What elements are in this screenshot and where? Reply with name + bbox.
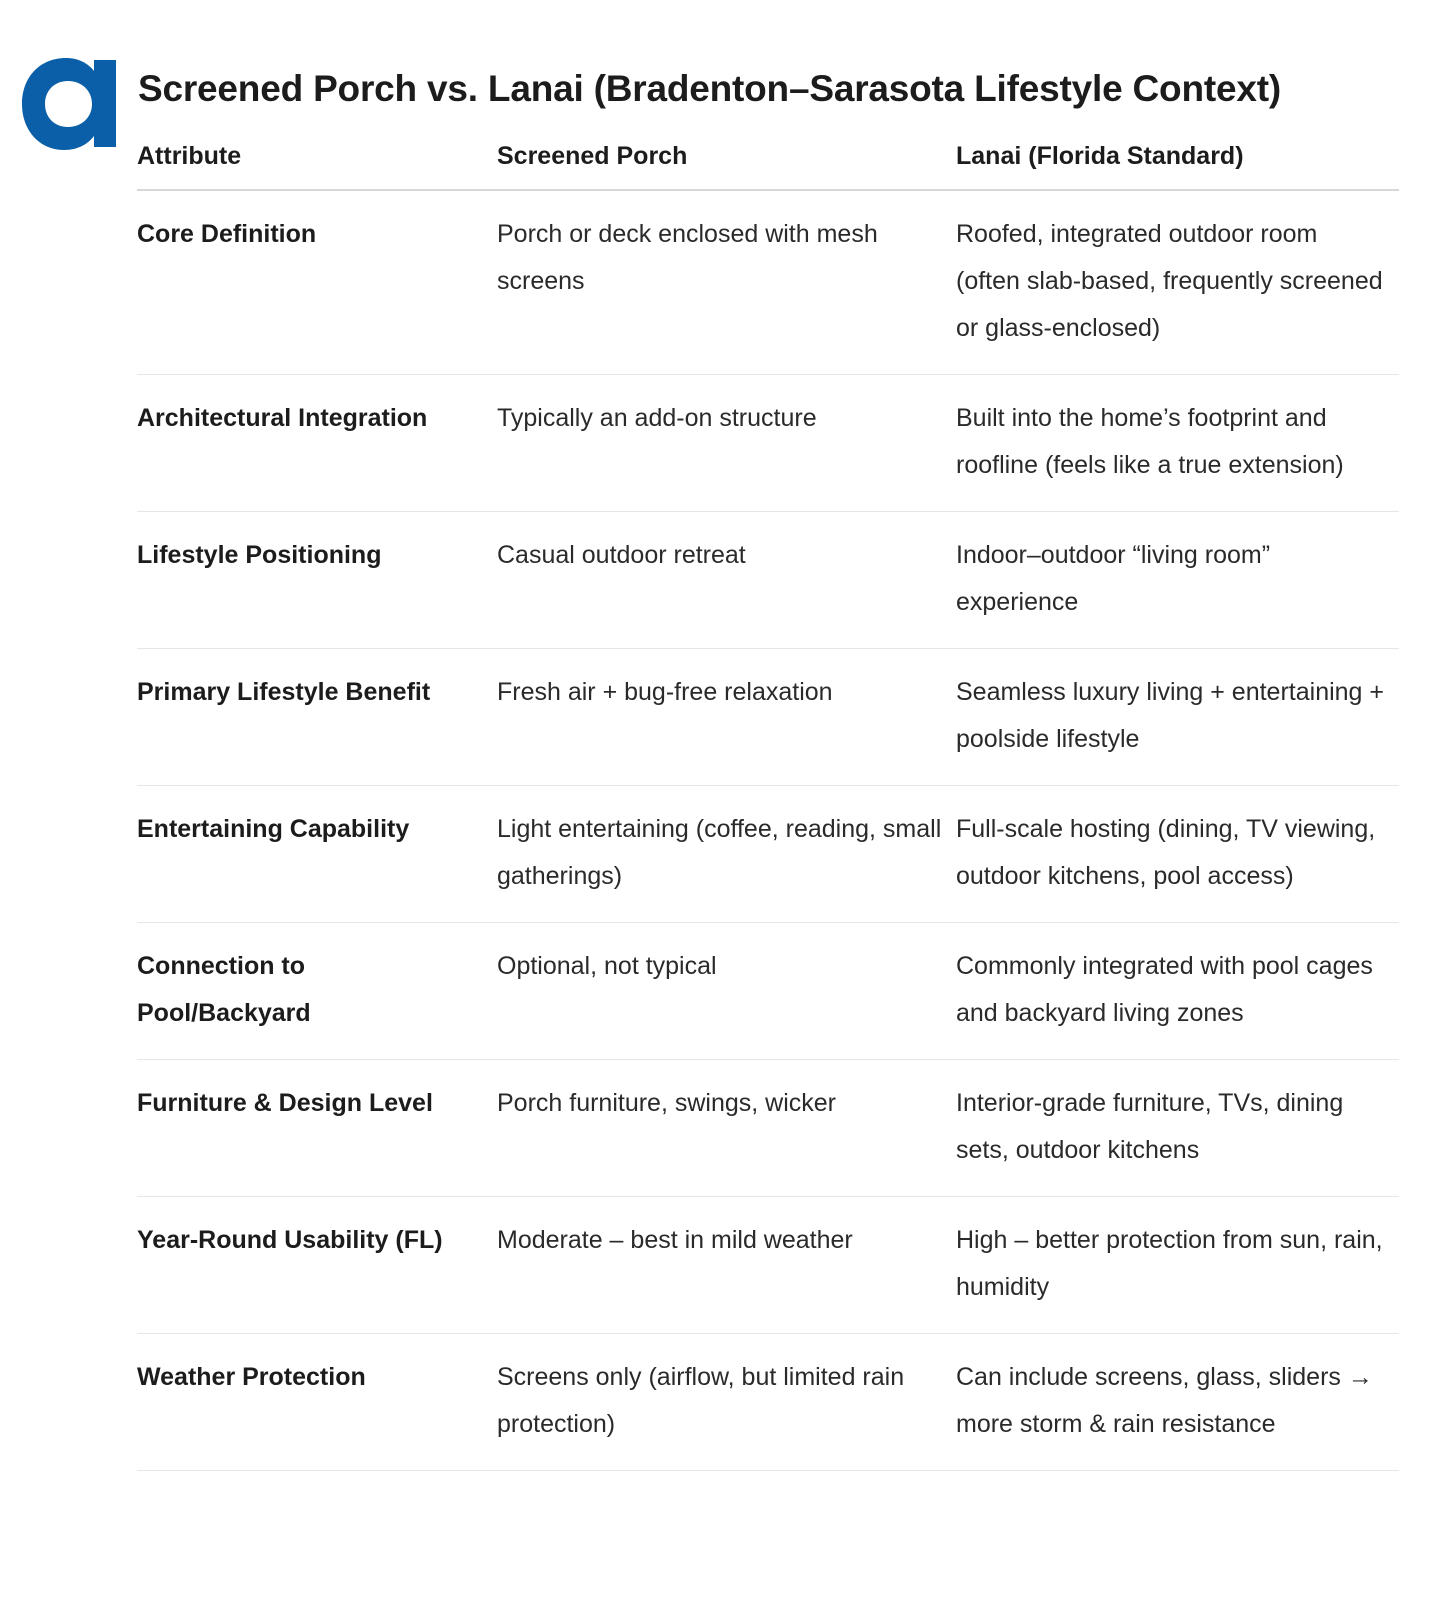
header-screened-porch: Screened Porch	[497, 136, 956, 190]
table-row	[137, 375, 1399, 512]
screened-porch-value: Screens only (airflow, but limited rain protection)	[497, 1363, 905, 1438]
attribute-cell	[137, 786, 497, 923]
lanai-value: Roofed, integrated outdoor room (often slab-based, frequently screened or glass-enclosed)	[956, 220, 1383, 342]
attribute-cell	[137, 1197, 497, 1334]
attribute-cell	[137, 1060, 497, 1197]
screened-porch-value: Moderate – best in mild weather	[497, 1226, 853, 1254]
screened-porch-cell	[497, 190, 956, 375]
lanai-cell	[956, 649, 1399, 786]
lanai-value: Commonly integrated with pool cages and backyard living zones	[956, 952, 1373, 1027]
lanai-value: Built into the home’s footprint and roofline (feels like a true extension)	[956, 404, 1344, 479]
lanai-cell	[956, 1060, 1399, 1197]
screened-porch-value: Porch furniture, swings, wicker	[497, 1089, 837, 1117]
screened-porch-cell	[497, 1197, 956, 1334]
lanai-cell	[956, 1334, 1399, 1471]
attribute-label: Primary Lifestyle Benefit	[137, 678, 431, 706]
lanai-cell	[956, 786, 1399, 923]
table-row	[137, 923, 1399, 1060]
lanai-value: Seamless luxury living + entertaining + poolside lifestyle	[956, 678, 1385, 753]
header-attribute: Attribute	[137, 136, 497, 190]
screened-porch-cell	[497, 1334, 956, 1471]
attribute-label: Entertaining Capability	[137, 815, 410, 843]
screened-porch-cell	[497, 375, 956, 512]
lanai-cell	[956, 512, 1399, 649]
brand-logo	[18, 56, 118, 152]
lanai-cell	[956, 375, 1399, 512]
screened-porch-cell	[497, 786, 956, 923]
table-row	[137, 1060, 1399, 1197]
screened-porch-value: Light entertaining (coffee, reading, small gatherings)	[497, 815, 942, 890]
lanai-value: Full-scale hosting (dining, TV viewing, outdoor kitchens, pool access)	[956, 815, 1376, 890]
lanai-value: Interior-grade furniture, TVs, dining sets, outdoor kitchens	[956, 1089, 1344, 1164]
table-row	[137, 1197, 1399, 1334]
lanai-cell	[956, 190, 1399, 375]
attribute-cell	[137, 190, 497, 375]
screened-porch-value: Optional, not typical	[497, 952, 717, 980]
attribute-label: Connection to Pool/Backyard	[137, 952, 311, 1027]
page-title: Screened Porch vs. Lanai (Bradenton–Sarasota Lifestyle Context)	[138, 68, 1281, 109]
attribute-label: Core Definition	[137, 220, 317, 248]
attribute-label: Architectural Integration	[137, 404, 428, 432]
screened-porch-cell	[497, 1060, 956, 1197]
lanai-cell	[956, 1197, 1399, 1334]
lanai-value: Indoor–outdoor “living room” experience	[956, 541, 1271, 616]
attribute-cell	[137, 375, 497, 512]
comparison-table-container	[137, 136, 1399, 1471]
attribute-label: Furniture & Design Level	[137, 1089, 433, 1117]
lanai-value: High – better protection from sun, rain, humidity	[956, 1226, 1383, 1301]
attribute-label: Weather Protection	[137, 1363, 366, 1391]
table-row	[137, 512, 1399, 649]
table-row	[137, 1334, 1399, 1471]
screened-porch-cell	[497, 512, 956, 649]
screened-porch-value: Porch or deck enclosed with mesh screens	[497, 220, 878, 295]
screened-porch-value: Casual outdoor retreat	[497, 541, 746, 569]
screened-porch-value: Fresh air + bug-free relaxation	[497, 678, 833, 706]
table-row	[137, 649, 1399, 786]
lanai-cell	[956, 923, 1399, 1060]
table-row	[137, 786, 1399, 923]
attribute-cell	[137, 1334, 497, 1471]
attribute-label: Year-Round Usability (FL)	[137, 1226, 443, 1254]
attribute-cell	[137, 649, 497, 786]
table-row	[137, 190, 1399, 375]
lanai-value: Can include screens, glass, sliders → more storm & rain resistance	[956, 1363, 1373, 1438]
screened-porch-cell	[497, 649, 956, 786]
attribute-label: Lifestyle Positioning	[137, 541, 382, 569]
screened-porch-cell	[497, 923, 956, 1060]
screened-porch-value: Typically an add-on structure	[497, 404, 817, 432]
header-lanai: Lanai (Florida Standard)	[956, 136, 1399, 190]
comparison-table	[137, 136, 1399, 1471]
attribute-cell	[137, 512, 497, 649]
table-header-row	[137, 136, 1399, 190]
letter-a-logo-icon	[18, 56, 118, 152]
attribute-cell	[137, 923, 497, 1060]
